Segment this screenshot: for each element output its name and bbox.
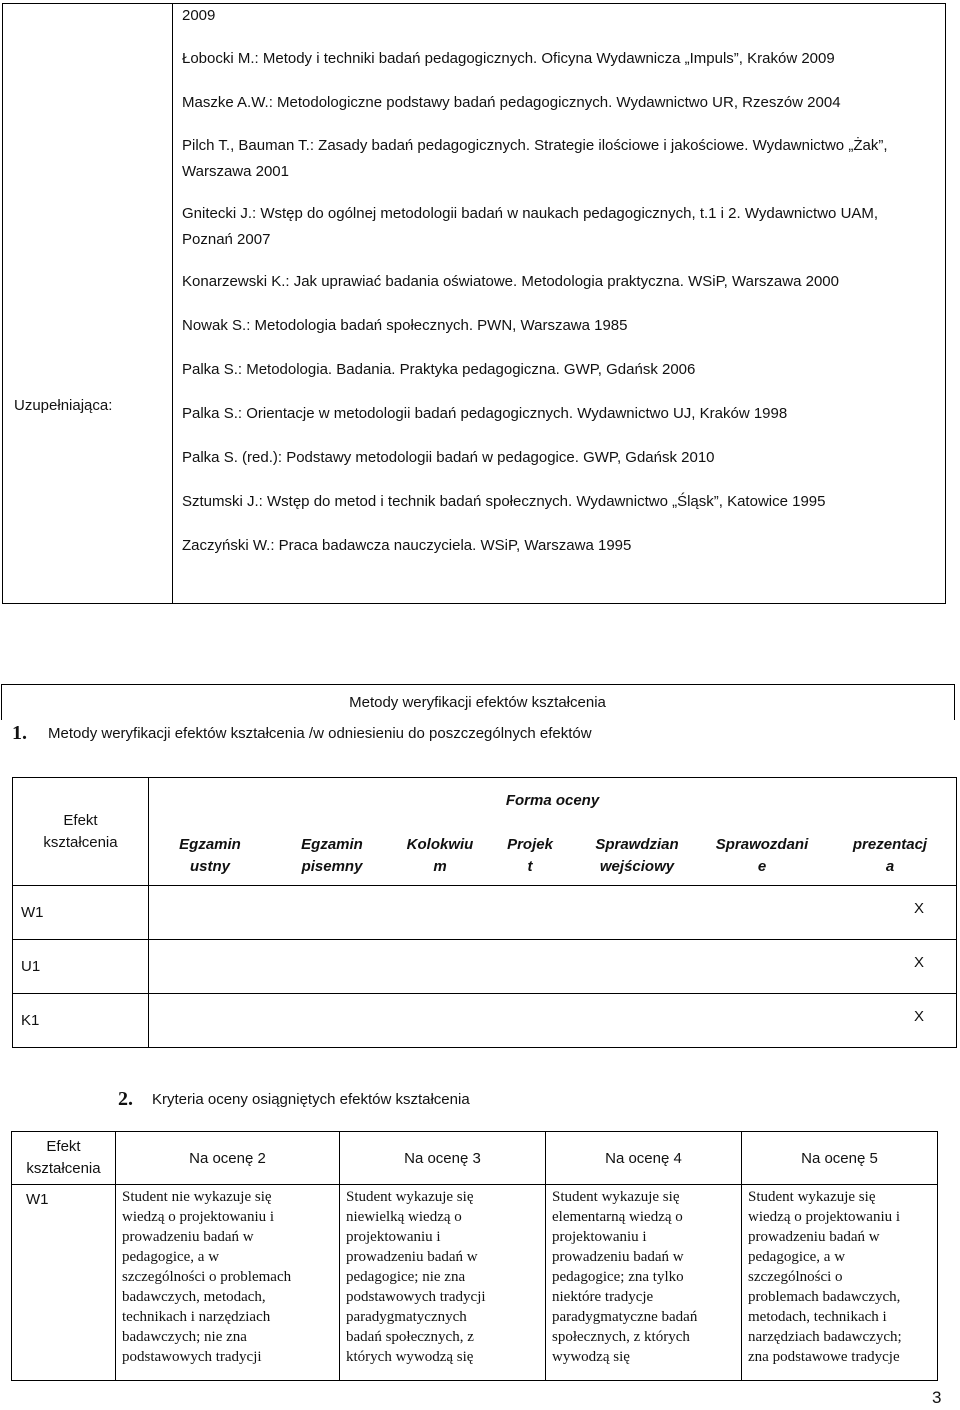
section-title: Metody weryfikacji efektów kształcenia /w odniesieniu do poszczególnych efektów — [48, 725, 592, 742]
bibliography-line: Gnitecki J.: Wstęp do ogólnej metodologii badań w naukach pedagogicznych, t.1 i 2. Wydawnictwo UAM, — [182, 205, 879, 222]
grade-header: Na ocenę 2 — [116, 1132, 340, 1185]
grade-header: Na ocenę 5 — [742, 1132, 938, 1185]
grade-header: Na ocenę 3 — [340, 1132, 546, 1185]
verification-table — [12, 777, 957, 1048]
criteria-cell-grade-5: Student wykazuje się wiedzą o projektowaniu i prowadzeniu badań w pedagogice, a w szczególności o problemach badawczych, metodach, technikach i narzędziach badawczych; zna podstawowe tradycje — [742, 1185, 938, 1381]
bibliography-line: Nowak S.: Metodologia badań społecznych. PWN, Warszawa 1985 — [182, 317, 628, 334]
assessment-form-header — [149, 778, 957, 886]
section-title: Kryteria oceny osiągniętych efektów kształcenia — [152, 1091, 470, 1108]
mark-x: X — [914, 900, 925, 917]
bibliography-line: Palka S.: Metodologia. Badania. Praktyka pedagogiczna. GWP, Gdańsk 2006 — [182, 361, 696, 378]
mark-x: X — [914, 954, 925, 971]
column-header-report: Sprawozdani e — [715, 836, 809, 875]
table-row — [12, 1185, 938, 1381]
supplementary-heading: Uzupełniająca: — [14, 397, 113, 414]
column-header-project: Projek t — [507, 836, 553, 875]
bibliography-line: Pilch T., Bauman T.: Zasady badań pedagogicznych. Strategie ilościowe i jakościowe. Wydawnictwo „Żak”, — [182, 137, 888, 154]
bibliography-line: Zaczyński W.: Praca badawcza nauczyciela. WSiP, Warszawa 1995 — [182, 537, 632, 554]
column-header-colloquium: Kolokwiu m — [406, 836, 474, 875]
table-row — [13, 886, 957, 940]
table-row — [13, 994, 957, 1048]
row-label: W1 — [12, 1185, 116, 1381]
bibliography-line: Konarzewski K.: Jak uprawiać badania oświatowe. Metodologia praktyczna. WSiP, Warszawa 2000 — [182, 273, 839, 290]
bibliography-line: Poznań 2007 — [182, 231, 271, 248]
bibliography-line: Warszawa 2001 — [182, 163, 289, 180]
effect-header-line: kształcenia — [43, 833, 118, 851]
section-number: 1. — [12, 722, 27, 744]
row-label: K1 — [13, 994, 149, 1048]
verification-heading: Metody weryfikacji efektów kształcenia — [349, 694, 606, 711]
effect-header: Efekt kształcenia — [12, 1132, 116, 1185]
assessment-form-title: Forma oceny — [505, 792, 600, 809]
row-label: U1 — [13, 940, 149, 994]
mark-x: X — [914, 1008, 925, 1025]
bibliography-line: Palka S.: Orientacje w metodologii badań pedagogicznych. Wydawnictwo UJ, Kraków 1998 — [182, 405, 788, 422]
column-header-written-exam: Egzamin pisemny — [301, 836, 363, 875]
row-label: W1 — [13, 886, 149, 940]
bibliography-line: Palka S. (red.): Podstawy metodologii badań w pedagogice. GWP, Gdańsk 2010 — [182, 449, 715, 466]
bibliography-line: Łobocki M.: Metody i techniki badań pedagogicznych. Oficyna Wydawnicza „Impuls”, Kraków 2009 — [182, 50, 835, 67]
criteria-cell-grade-4: Student wykazuje się elementarną wiedzą o projektowaniu i prowadzeniu badań w pedagogice; zna tylko niektóre tradycje paradygmatyczne badań społecznych, z których wywodzą się — [546, 1185, 742, 1381]
bibliography-line: Sztumski J.: Wstęp do metod i technik badań społecznych. Wydawnictwo „Śląsk”, Katowice 1995 — [182, 493, 826, 510]
column-header-oral-exam: Egzamin ustny — [179, 836, 241, 875]
grade-header: Na ocenę 4 — [546, 1132, 742, 1185]
column-header-presentation: prezentacj a — [852, 836, 928, 875]
effect-header-line: Efekt — [63, 811, 98, 829]
section-number: 2. — [118, 1088, 133, 1110]
bibliography-line: 2009 — [182, 7, 216, 24]
criteria-cell-grade-2: Student nie wykazuje się wiedzą o projektowaniu i prowadzeniu badań w pedagogice, a w szczególności o problemach badawczych, metodach, technikach i narzędziach badawczych; nie zna podstawowych tradycji — [116, 1185, 340, 1381]
bibliography-line: Maszke A.W.: Metodologiczne podstawy badań pedagogicznych. Wydawnictwo UR, Rzeszów 2004 — [182, 94, 841, 111]
page-number: 3 — [932, 1388, 942, 1407]
criteria-table — [11, 1131, 938, 1381]
bibliography-column-divider — [172, 3, 173, 604]
effect-header — [13, 778, 149, 886]
table-row — [13, 940, 957, 994]
criteria-cell-grade-3: Student wykazuje się niewielką wiedzą o projektowaniu i prowadzeniu badań w pedagogice; nie zna podstawowych tradycji paradygmatycznych badań społecznych, z których wywodzą się — [340, 1185, 546, 1381]
column-header-entry-test: Sprawdzian wejściowy — [595, 836, 679, 875]
